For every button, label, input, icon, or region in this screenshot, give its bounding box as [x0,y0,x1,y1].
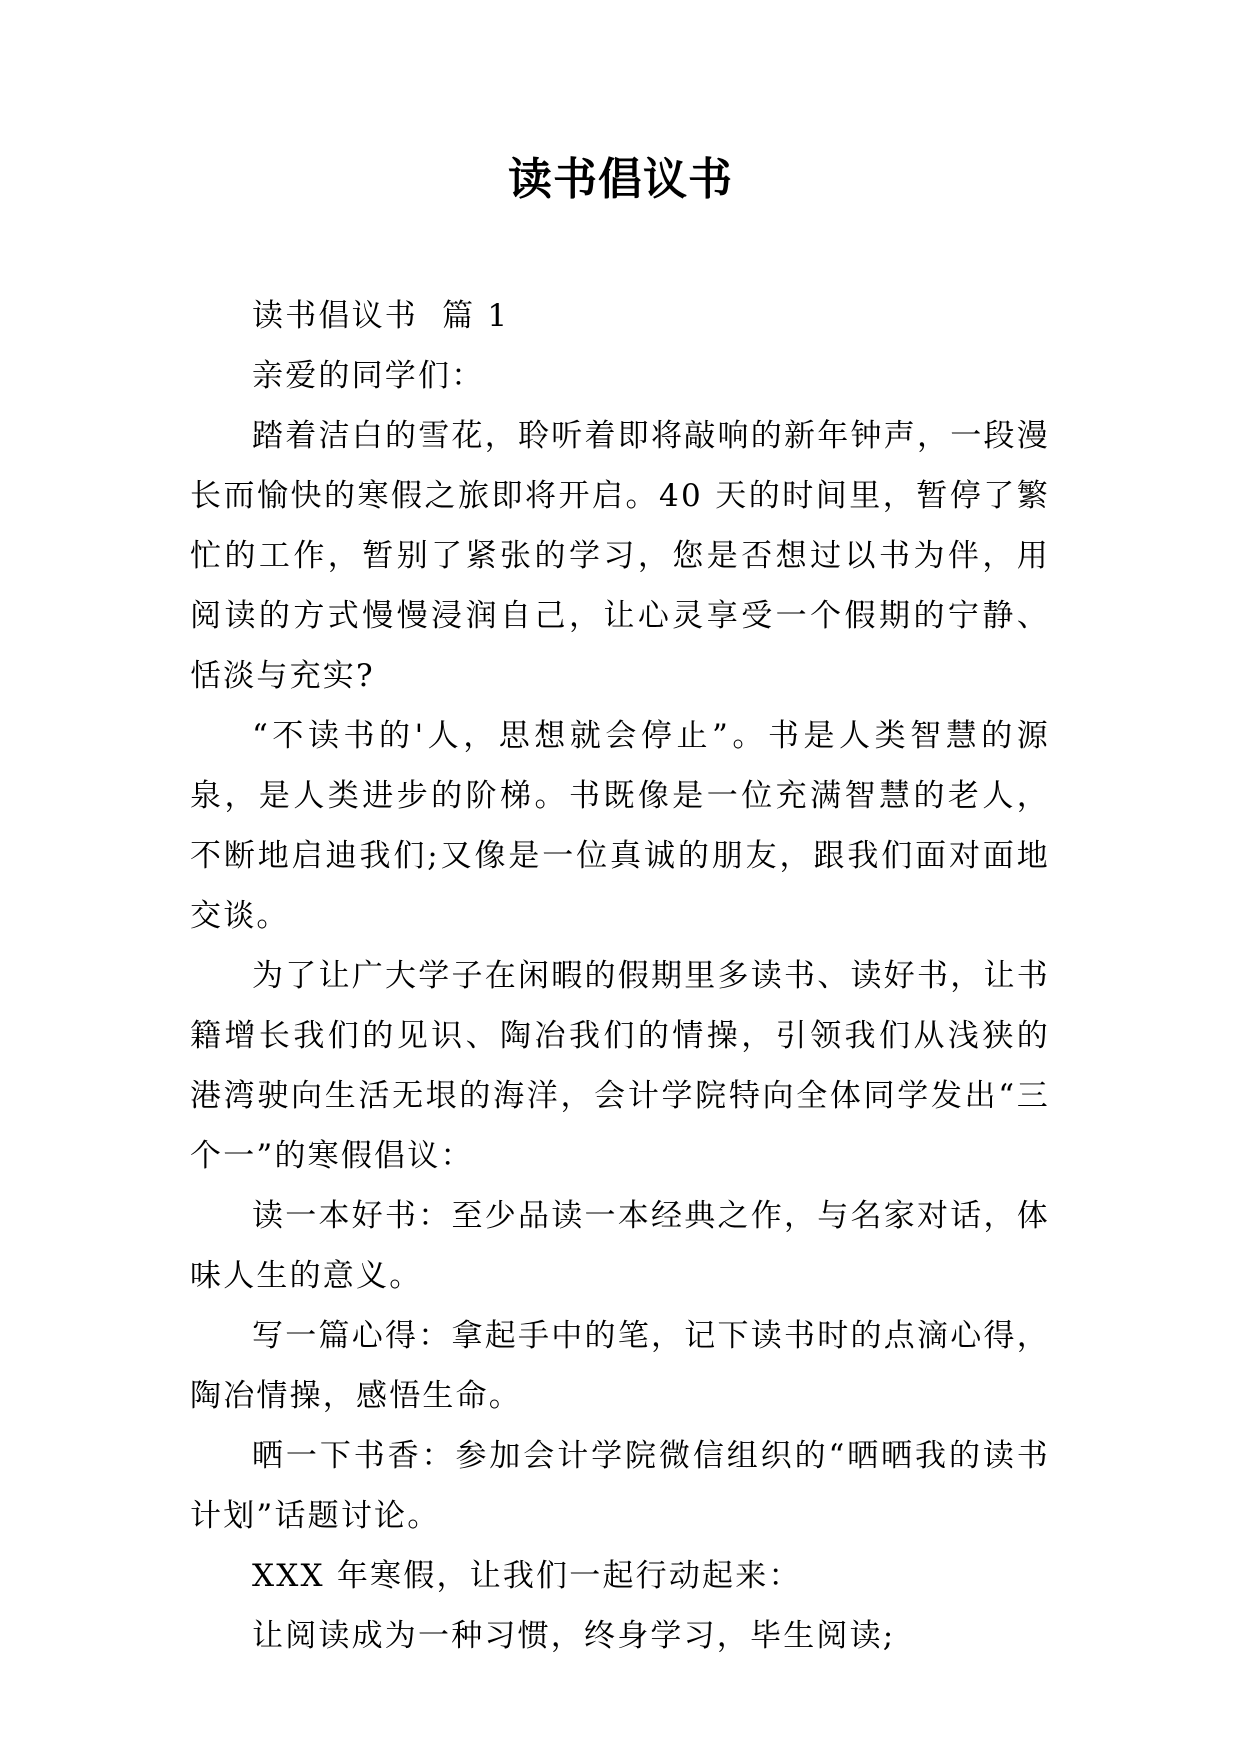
paragraph: 让阅读成为一种习惯，终身学习，毕生阅读; [252,1618,896,1654]
paragraph: “不读书的'人，思想就会停止”。书是人类智慧的源泉，是人类进步的阶梯。书既像是一位充满智慧的老人，不断地启迪我们;又像是一位真诚的朋友，跟我们面对面地交谈。 [190,718,1050,934]
document-body [190,286,1050,1666]
salutation: 亲爱的同学们： [252,358,485,394]
paragraph: 为了让广大学子在闲暇的假期里多读书、读好书，让书籍增长我们的见识、陶冶我们的情操，引领我们从浅狭的港湾驶向生活无垠的海洋，会计学院特向全体同学发出“三个一”的寒假倡议： [190,958,1050,1174]
section-heading: 读书倡议书 篇 1 [252,298,510,334]
document-title: 读书倡议书 [508,154,733,205]
proposal-item: 晒一下书香：参加会计学院微信组织的“晒晒我的读书计划”话题讨论。 [190,1438,1050,1534]
paragraph: 踏着洁白的雪花，聆听着即将敲响的新年钟声，一段漫长而愉快的寒假之旅即将开启。40 天的时间里，暂停了繁忙的工作，暂别了紧张的学习，您是否想过以书为伴，用阅读的方式慢慢浸润自己，让心灵享受一个假期的宁静、恬淡与充实? [190,418,1050,694]
proposal-item: 读一本好书：至少品读一本经典之作，与名家对话，体味人生的意义。 [190,1198,1050,1294]
proposal-item: 写一篇心得：拿起手中的笔，记下读书时的点滴心得，陶冶情操，感悟生命。 [190,1318,1050,1414]
paragraph: XXX 年寒假，让我们一起行动起来： [252,1558,802,1594]
